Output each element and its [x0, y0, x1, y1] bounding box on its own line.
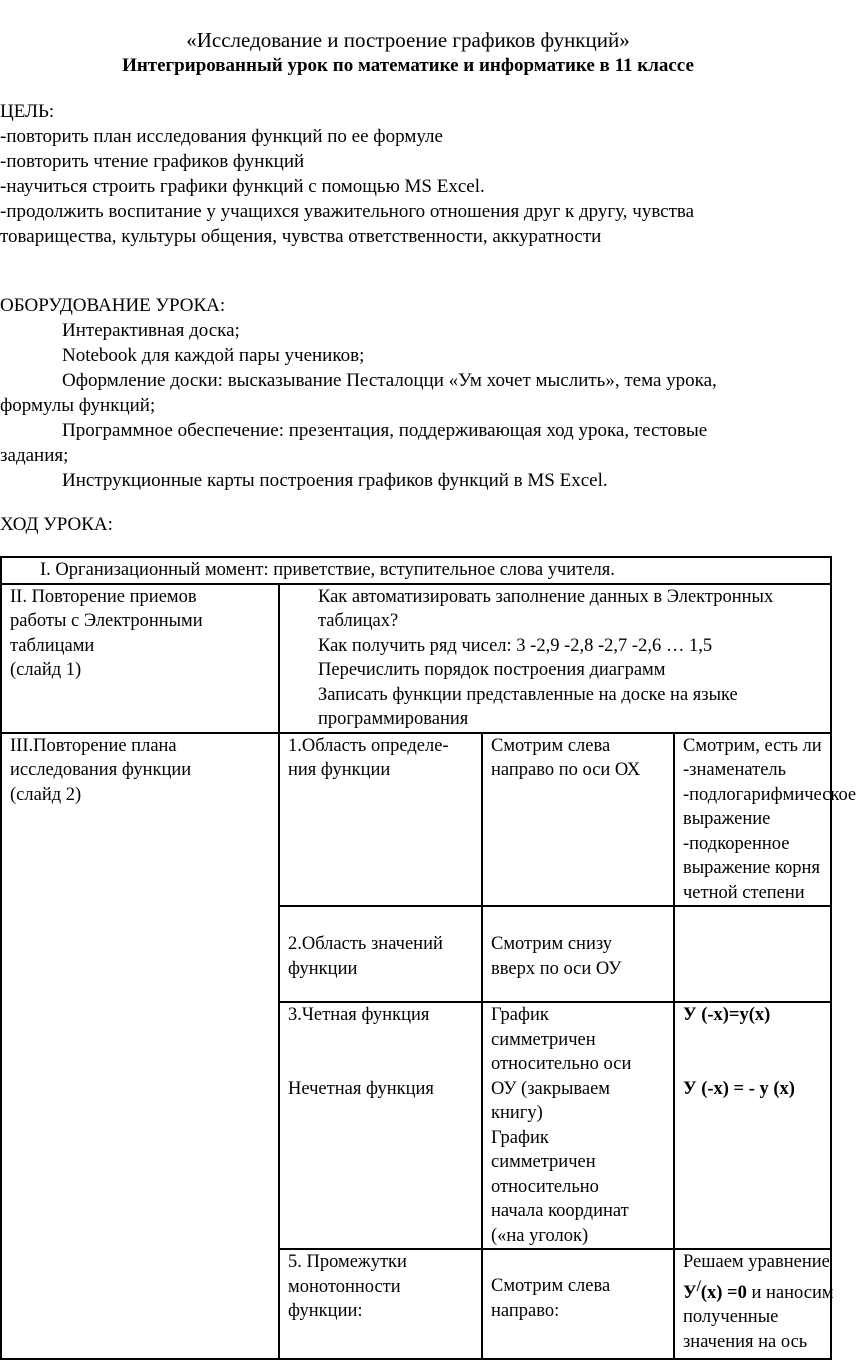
parity-step-cell [279, 1002, 482, 1249]
monotonic-how-cell [482, 1249, 674, 1359]
monotonic-note-cell [674, 1249, 834, 1359]
cell-text: Смотрим слева [491, 735, 611, 756]
table-row [1, 733, 831, 907]
cell-text: График [491, 1005, 549, 1025]
cell-text: (слайд 1) [10, 660, 82, 680]
repeat-excel-cell [1, 584, 279, 733]
equipment-item: задания; [0, 445, 69, 466]
cell-text: Как получить ряд чисел: 3 -2,9 -2,8 -2,7 -2,6 … 1,5 [318, 635, 713, 656]
cell-text: значения на ось [683, 1331, 808, 1352]
cell-text: исследования функции [10, 760, 192, 780]
cell-text: функции: [288, 1301, 363, 1321]
cell-text: направо по оси ОХ [491, 760, 641, 780]
equipment-item: Программное обеспечение: презентация, поддерживающая ход урока, тестовые [62, 420, 708, 441]
range-how-cell [482, 906, 674, 1002]
cell-text: книгу) [491, 1103, 543, 1123]
cell-text: 5. Промежутки [288, 1252, 407, 1272]
cell-text: таблицах? [318, 611, 399, 631]
goal-item: -научиться строить графики функций с помощью MS Excel. [0, 176, 485, 197]
domain-how-cell [482, 733, 674, 907]
cell-text: симметричен [491, 1152, 596, 1172]
cell-text: Перечислить порядок построения диаграмм [318, 660, 666, 680]
equipment-item: формулы функций; [0, 395, 156, 416]
cell-text: начала координат [491, 1201, 629, 1221]
cell-text: ния функции [288, 760, 391, 780]
cell-text: выражение [683, 809, 771, 829]
cell-text: 3.Четная функция [288, 1005, 430, 1025]
cell-text: Смотрим слева [491, 1276, 611, 1296]
cell-text: (х) =0 [700, 1282, 747, 1303]
equipment-heading: ОБОРУДОВАНИЕ УРОКА: [0, 295, 226, 316]
domain-note-cell [674, 733, 856, 907]
cell-text: относительно оси [491, 1054, 632, 1074]
cell-text: 2.Область значений [288, 934, 443, 954]
cell-text: полученные [683, 1307, 779, 1328]
cell-text: Нечетная функция [288, 1078, 434, 1099]
cell-text: работы с Электронными [10, 611, 203, 631]
cell-text: монотонности [288, 1276, 401, 1297]
equipment-item: Инструкционные карты построения графиков функций в MS Excel. [62, 470, 608, 491]
cell-text: ОУ (закрываем [491, 1078, 611, 1099]
goal-heading: ЦЕЛЬ: [0, 101, 55, 122]
cell-text: выражение корня [683, 858, 820, 878]
cell-text: четной степени [683, 882, 805, 903]
cell-text: Смотрим, есть ли [683, 735, 822, 756]
prime-mark: / [696, 1277, 701, 1295]
monotonic-step-cell [279, 1249, 482, 1359]
cell-text: направо: [491, 1300, 560, 1321]
cell-text: (слайд 2) [10, 784, 82, 805]
odd-formula: У (-х) = - у (х) [683, 1078, 795, 1099]
even-formula: У (-х)=у(х) [683, 1005, 771, 1025]
goal-item: -повторить чтение графиков функций [0, 151, 305, 172]
excel-questions-cell [279, 584, 831, 733]
cell-text: У [683, 1282, 697, 1303]
spacer [288, 1028, 477, 1077]
equipment-item: Интерактивная доска; [62, 320, 240, 341]
cell-text: и наносим [746, 1282, 834, 1303]
equipment-item: Оформление доски: высказывание Песталоцци «Ум хочет мыслить», тема урока, [62, 370, 717, 391]
cell-text: II. Повторение приемов [10, 586, 197, 607]
document-subtitle: Интегрированный урок по математике и информатике в 11 классе [122, 55, 694, 76]
equipment-item: Notebook для каждой пары учеников; [62, 345, 365, 366]
cell-text: функции [288, 958, 358, 979]
parity-formula-cell [674, 1002, 831, 1249]
cell-text: Записать функции представленные на доске на языке [318, 684, 738, 705]
cell-text: Решаем уравнение [683, 1252, 830, 1272]
cell-text: относительно [491, 1176, 599, 1197]
range-step-cell [279, 906, 482, 1002]
document-title: «Исследование и построение графиков функций» [186, 28, 630, 52]
range-note-cell [674, 906, 831, 1002]
goal-item: -повторить план исследования функций по ее формуле [0, 126, 443, 147]
cell-text: 1.Область определе- [288, 735, 449, 756]
derivative-equation [683, 1275, 834, 1306]
org-moment-cell: I. Организационный момент: приветствие, вступительное слова учителя. [1, 557, 831, 584]
cell-text: III.Повторение плана [10, 735, 177, 756]
cell-text: вверх по оси ОУ [491, 958, 622, 979]
spacer [683, 1028, 826, 1077]
cell-text: симметричен [491, 1029, 596, 1050]
lesson-plan-table [0, 556, 856, 1360]
cell-text: Смотрим снизу [491, 934, 613, 954]
goal-item: -продолжить воспитание у учащихся уважительного отношения друг к другу, чувства [0, 201, 695, 222]
cell-text: («на уголок) [491, 1225, 589, 1246]
table-row [1, 584, 831, 733]
table-row [1, 557, 831, 584]
goal-item: товарищества, культуры общения, чувства ответственности, аккуратности [0, 226, 602, 247]
cell-text: -знаменатель [683, 760, 787, 780]
cell-text: -подкоренное [683, 833, 790, 854]
domain-step-cell [279, 733, 482, 907]
progress-heading: ХОД УРОКА: [0, 514, 113, 535]
cell-text: программирования [318, 709, 469, 729]
parity-how-cell [482, 1002, 674, 1249]
cell-text: Как автоматизировать заполнение данных в Электронных [318, 586, 774, 607]
cell-text: -подлогарифмическое [683, 784, 856, 805]
cell-text: таблицами [10, 635, 95, 656]
cell-text: График [491, 1127, 549, 1148]
function-plan-cell [1, 733, 279, 1360]
